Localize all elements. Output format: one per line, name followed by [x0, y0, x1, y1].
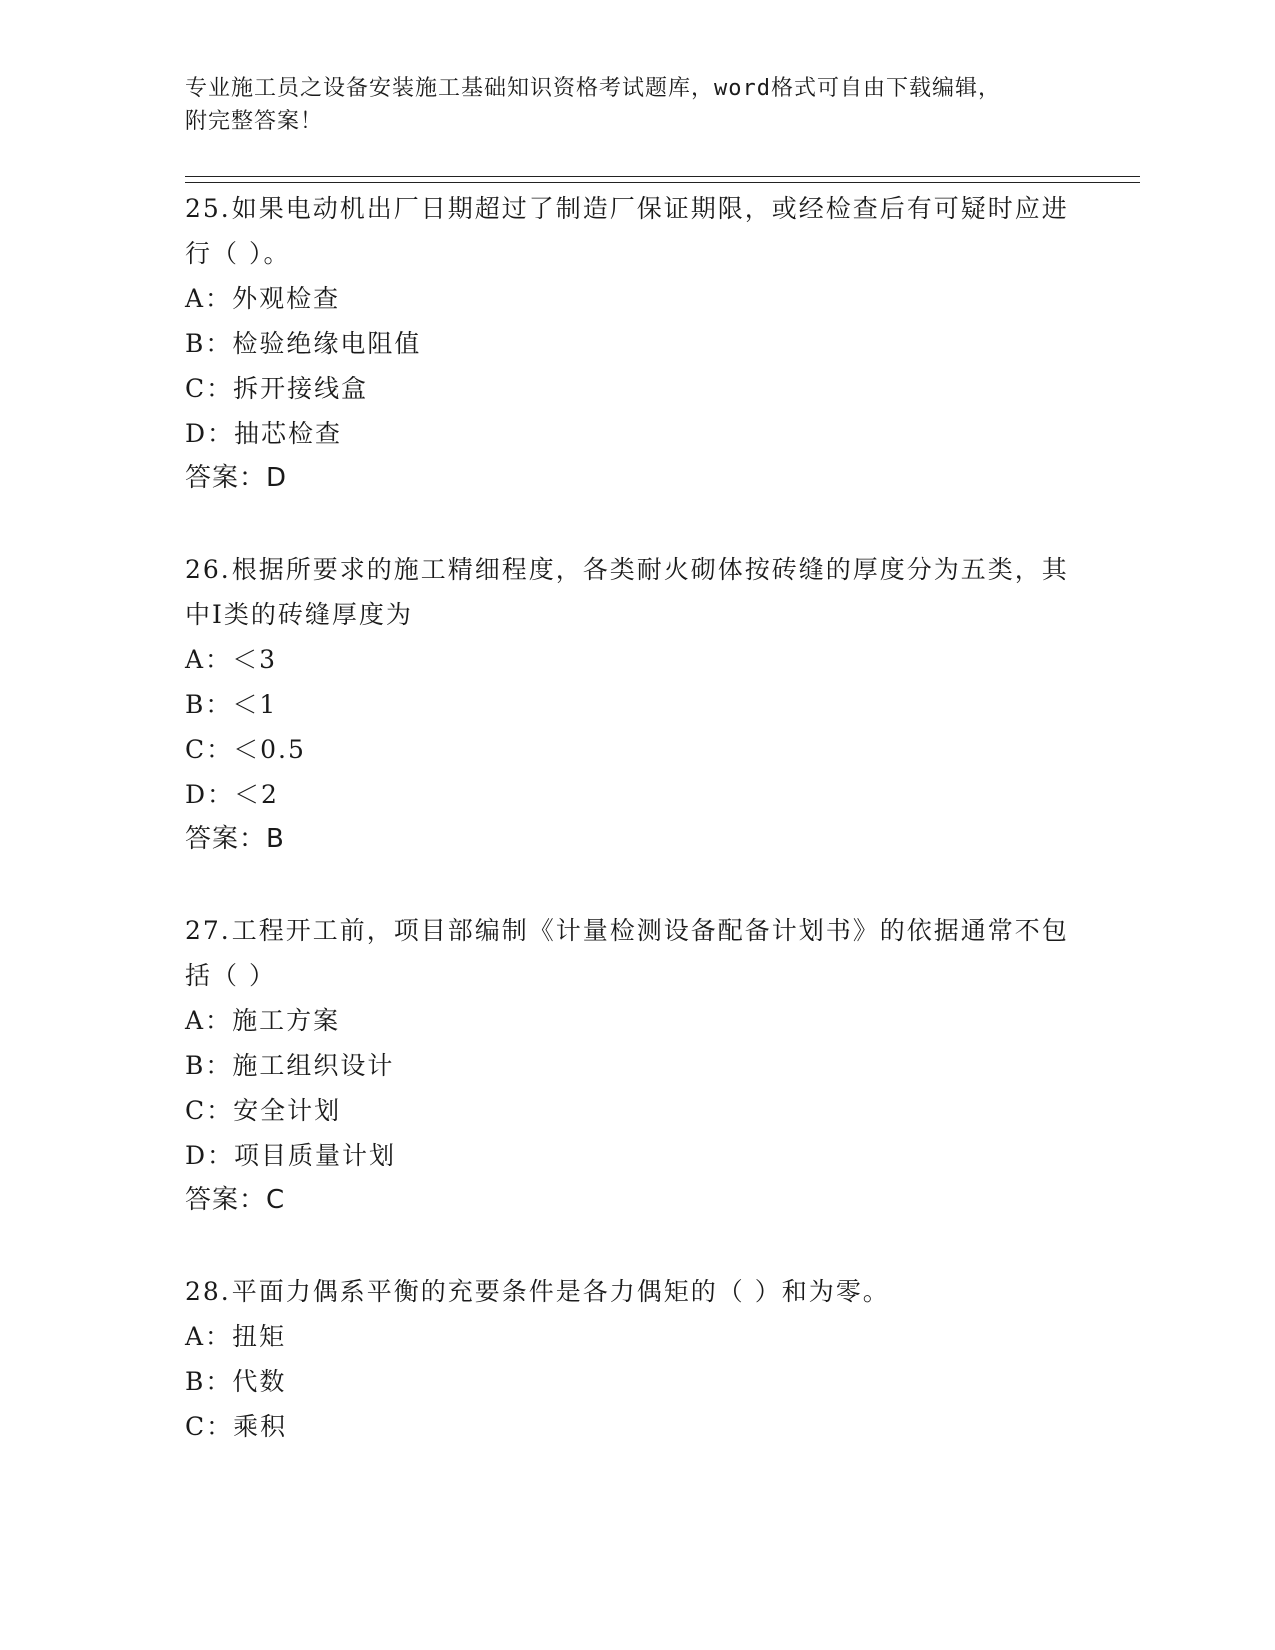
option-a: A：施工方案: [185, 1006, 341, 1035]
question-text: [185, 908, 1085, 998]
option-c: C：安全计划: [185, 1096, 342, 1125]
option-c: C：＜0.5: [185, 735, 306, 764]
header-rule-bottom: [185, 182, 1140, 183]
option-a: A：外观检查: [185, 284, 341, 313]
question-body: 如果电动机出厂日期超过了制造厂保证期限，或经检查后有可疑时应进行（ ）。: [185, 194, 1069, 268]
question-body: 工程开工前，项目部编制《计量检测设备配备计划书》的依据通常不包括（ ）: [185, 916, 1069, 990]
option-d: D：抽芯检查: [185, 419, 343, 448]
question-number: 26.: [185, 555, 231, 584]
option-d: D：＜2: [185, 780, 279, 809]
question-text: [185, 1269, 1085, 1314]
option-a: A：＜3: [185, 645, 277, 674]
option-b: B：检验绝缘电阻值: [185, 329, 422, 358]
question-28: [185, 1269, 1085, 1449]
option-d: D：项目质量计划: [185, 1141, 397, 1170]
document-header: [185, 72, 1065, 138]
answer-line: 答案：C: [185, 1185, 286, 1215]
question-text: [185, 186, 1085, 276]
question-body: 平面力偶系平衡的充要条件是各力偶矩的（ ）和为零。: [231, 1277, 890, 1306]
option-c: C：乘积: [185, 1412, 288, 1441]
answer-line: 答案：B: [185, 824, 285, 854]
question-26: [185, 547, 1085, 862]
option-b: B：＜1: [185, 690, 278, 719]
question-list: [185, 186, 1085, 1495]
question-text: [185, 547, 1085, 637]
question-number: 27.: [185, 916, 231, 945]
option-c: C：拆开接线盒: [185, 374, 369, 403]
question-number: 25.: [185, 194, 231, 223]
header-line-1: 专业施工员之设备安装施工基础知识资格考试题库，word格式可自由下载编辑，: [185, 76, 1001, 101]
question-body: 根据所要求的施工精细程度，各类耐火砌体按砖缝的厚度分为五类，其中Ⅰ类的砖缝厚度为: [185, 555, 1069, 629]
header-rule-top: [185, 176, 1140, 177]
question-number: 28.: [185, 1277, 231, 1306]
option-b: B：代数: [185, 1367, 287, 1396]
question-25: [185, 186, 1085, 501]
question-27: [185, 908, 1085, 1223]
option-a: A：扭矩: [185, 1322, 287, 1351]
option-b: B：施工组织设计: [185, 1051, 395, 1080]
header-line-2: 附完整答案！: [185, 109, 324, 134]
answer-line: 答案：D: [185, 463, 288, 493]
